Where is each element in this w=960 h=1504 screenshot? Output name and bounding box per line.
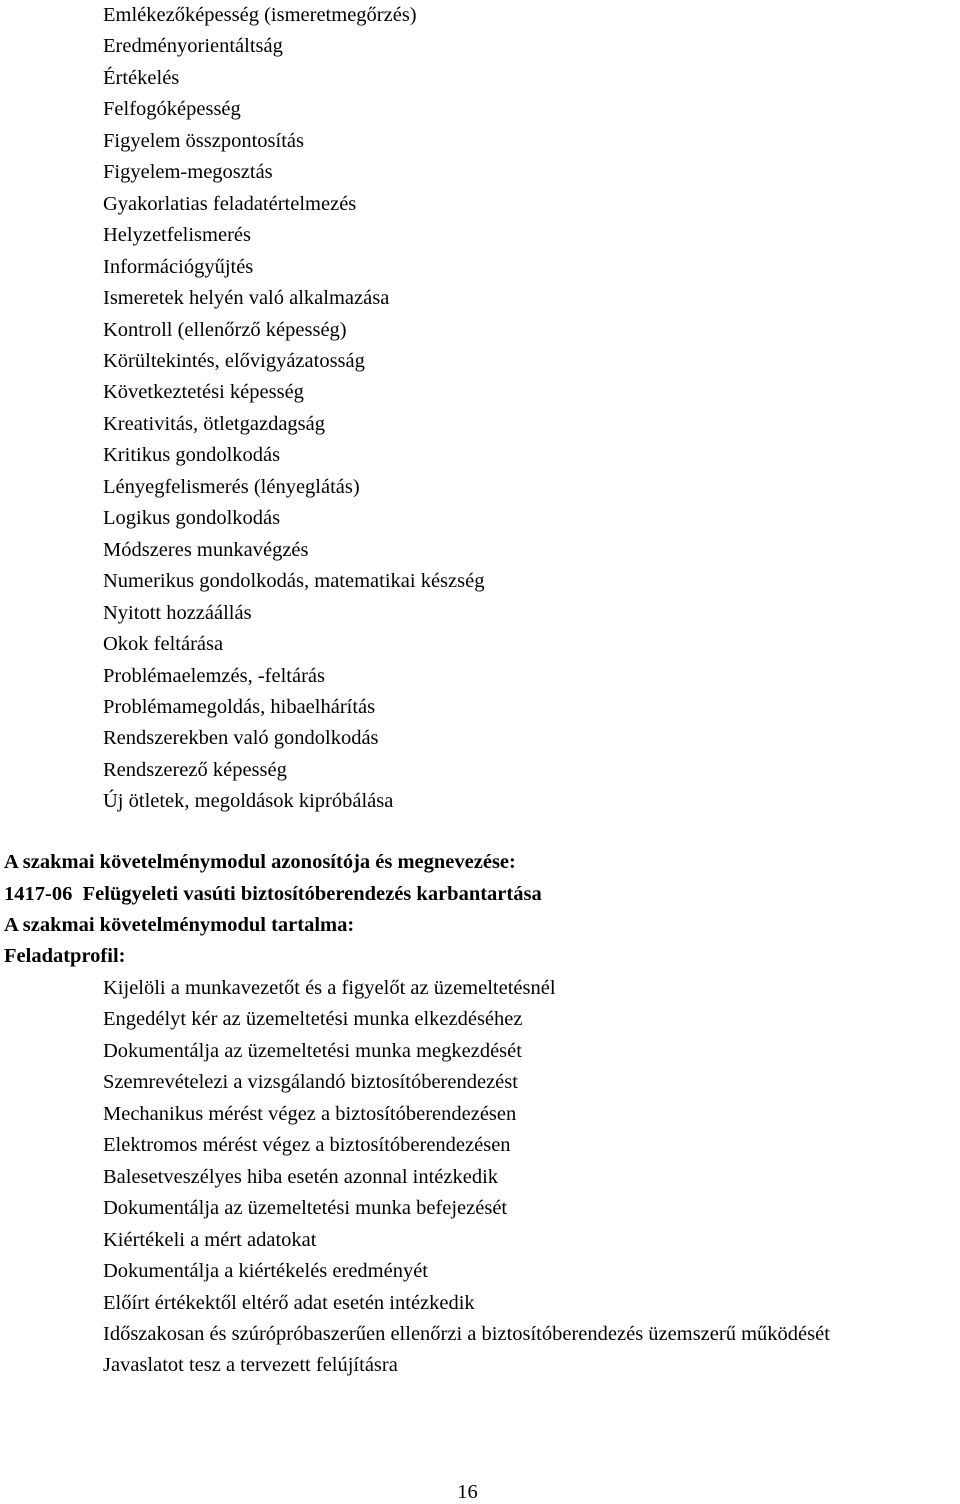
module-content-heading: A szakmai követelménymodul tartalma: <box>4 914 355 936</box>
list-item: Kijelöli a munkavezetőt és a figyelőt az üzemeltetésnél <box>103 977 556 999</box>
list-item: Értékelés <box>103 66 180 89</box>
list-item: Szemrevételezi a vizsgálandó biztosítóberendezést <box>103 1071 518 1094</box>
page-number: 16 <box>457 1481 478 1503</box>
list-item: Körültekintés, elővigyázatosság <box>103 349 365 372</box>
list-item: Balesetveszélyes hiba esetén azonnal intézkedik <box>103 1165 499 1188</box>
list-item: Dokumentálja az üzemeltetési munka befejezését <box>103 1197 508 1220</box>
list-item: Lényegfelismerés (lényeglátás) <box>103 475 360 498</box>
task-list <box>103 973 959 1382</box>
list-item: Logikus gondolkodás <box>103 507 281 530</box>
task-profile-heading: Feladatprofil: <box>4 945 126 967</box>
list-item: Következtetési képesség <box>103 381 304 404</box>
list-item: Módszeres munkavégzés <box>103 538 309 561</box>
module-name: 1417-06 Felügyeleti vasúti biztosítóberendezés karbantartása <box>4 883 542 905</box>
list-item: Figyelem-megosztás <box>103 161 273 184</box>
list-item: Problémamegoldás, hibaelhárítás <box>103 695 376 718</box>
list-item: Kritikus gondolkodás <box>103 444 281 467</box>
list-item: Időszakosan és szúrópróbaszerűen ellenőrzi a biztosítóberendezés üzemszerű működését <box>103 1322 830 1345</box>
list-item: Kontroll (ellenőrző képesség) <box>103 318 347 341</box>
list-item: Ismeretek helyén való alkalmazása <box>103 287 390 310</box>
list-item: Dokumentálja az üzemeltetési munka megkezdését <box>103 1039 522 1062</box>
list-item: Új ötletek, megoldások kipróbálása <box>103 790 394 813</box>
list-item: Engedélyt kér az üzemeltetési munka elkezdéséhez <box>103 1008 523 1031</box>
list-item: Figyelem összpontosítás <box>103 129 305 152</box>
list-item: Felfogóképesség <box>103 98 241 121</box>
list-item: Javaslatot tesz a tervezett felújításra <box>103 1354 398 1377</box>
skills-list <box>103 0 484 818</box>
list-item: Elektromos mérést végez a biztosítóberendezésen <box>103 1134 511 1157</box>
list-item: Előírt értékektől eltérő adat esetén intézkedik <box>103 1291 475 1314</box>
list-item: Mechanikus mérést végez a biztosítóberendezésen <box>103 1102 517 1125</box>
list-item: Gyakorlatias feladatértelmezés <box>103 192 357 215</box>
list-item: Eredményorientáltság <box>103 35 283 58</box>
list-item: Helyzetfelismerés <box>103 224 251 247</box>
list-item: Rendszerekben való gondolkodás <box>103 727 379 750</box>
list-item: Rendszerező képesség <box>103 758 287 781</box>
list-item: Numerikus gondolkodás, matematikai készség <box>103 570 485 593</box>
list-item: Nyitott hozzáállás <box>103 601 252 624</box>
list-item: Kreativitás, ötletgazdagság <box>103 412 325 435</box>
list-item: Kiértékeli a mért adatokat <box>103 1228 317 1251</box>
list-item: Okok feltárása <box>103 633 224 656</box>
module-id-heading: A szakmai követelménymodul azonosítója és megnevezése: <box>4 851 516 873</box>
list-item: Problémaelemzés, -feltárás <box>103 664 325 687</box>
list-item: Emlékezőképesség (ismeretmegőrzés) <box>103 4 417 26</box>
list-item: Információgyűjtés <box>103 255 254 278</box>
list-item: Dokumentálja a kiértékelés eredményét <box>103 1260 429 1283</box>
